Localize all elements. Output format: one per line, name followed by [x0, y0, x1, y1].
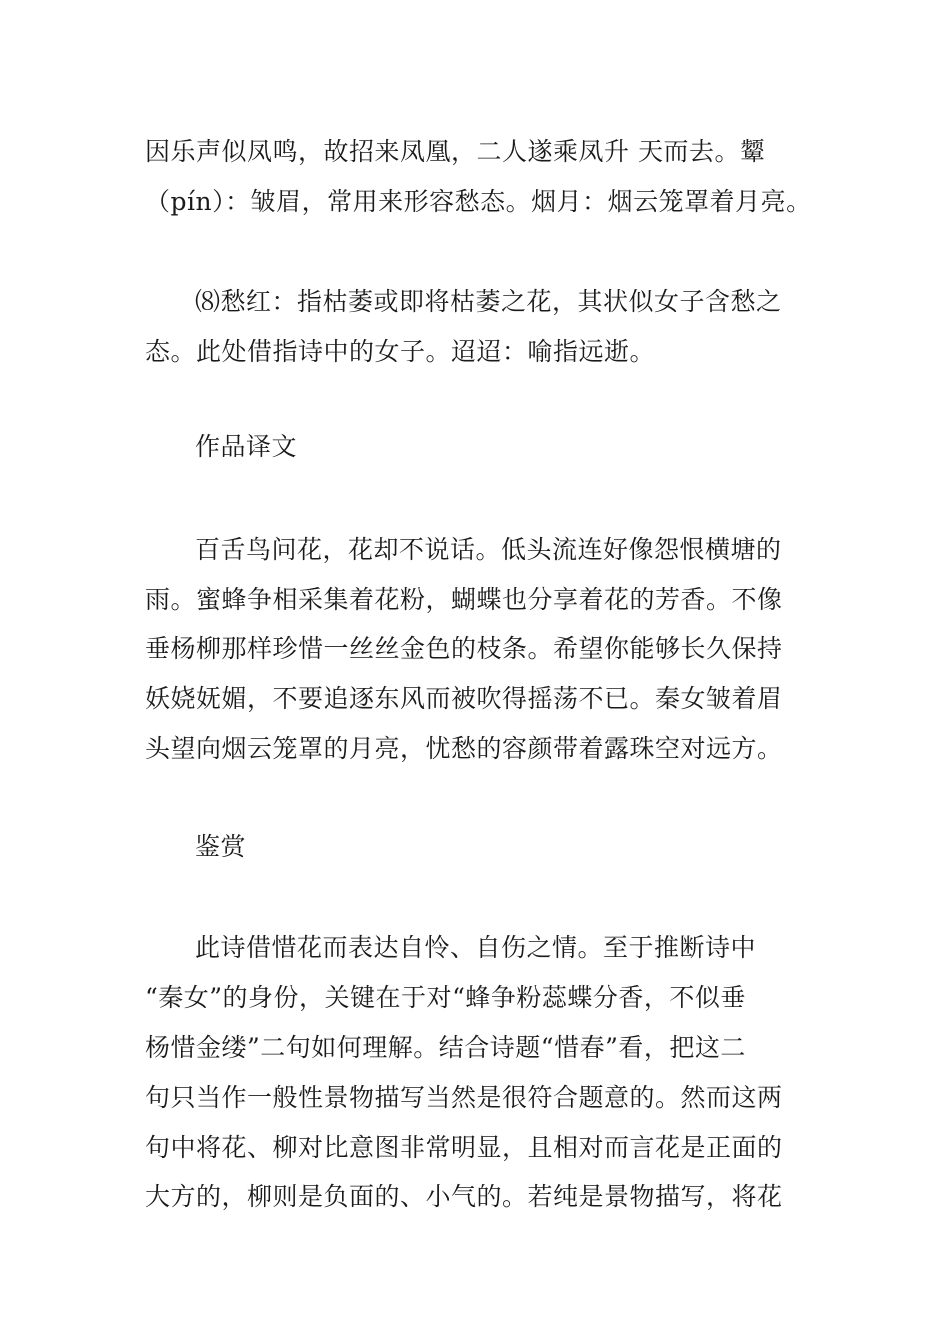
- appreciation-line-1: 此诗借惜花而表达自怜、自伤之情。至于推断诗中: [195, 933, 757, 962]
- note-7-line-2: （pín）：皱眉，常用来形容愁态。烟月：烟云笼罩着月亮。: [145, 187, 812, 216]
- note-7-line-1: 因乐声似凤鸣，故招来凤凰，二人遂乘凤升 天而去。颦: [145, 137, 766, 166]
- translation-line-5: 头望向烟云笼罩的月亮，忧愁的容颜带着露珠空对远方。: [145, 734, 783, 763]
- note-8-line-1: ⑻愁红：指枯萎或即将枯萎之花，其状似女子含愁之: [195, 287, 782, 316]
- appreciation-line-4: 句只当作一般性景物描写当然是很符合题意的。然而这两: [145, 1083, 783, 1112]
- translation-line-4: 妖娆妩媚，不要追逐东风而被吹得摇荡不已。秦女皱着眉: [145, 684, 783, 713]
- appreciation-heading: 鉴赏: [195, 832, 247, 861]
- appreciation-line-2: “秦女”的身份，关键在于对“蜂争粉蕊蝶分香，不似垂: [145, 983, 746, 1012]
- appreciation-line-5: 句中将花、柳对比意图非常明显，且相对而言花是正面的: [145, 1133, 783, 1162]
- translation-line-2: 雨。蜜蜂争相采集着花粉，蝴蝶也分享着花的芳香。不像: [145, 585, 783, 614]
- translation-heading: 作品译文: [195, 432, 298, 461]
- translation-line-3: 垂杨柳那样珍惜一丝丝金色的枝条。希望你能够长久保持: [145, 634, 783, 663]
- appreciation-line-6: 大方的，柳则是负面的、小气的。若纯是景物描写，将花: [145, 1182, 783, 1211]
- note-8-line-2: 态。此处借指诗中的女子。迢迢：喻指远逝。: [145, 337, 656, 366]
- appreciation-line-3: 杨惜金缕”二句如何理解。结合诗题“惜春”看，把这二: [145, 1033, 746, 1062]
- translation-line-1: 百舌鸟问花，花却不说话。低头流连好像怨恨横塘的: [195, 535, 782, 564]
